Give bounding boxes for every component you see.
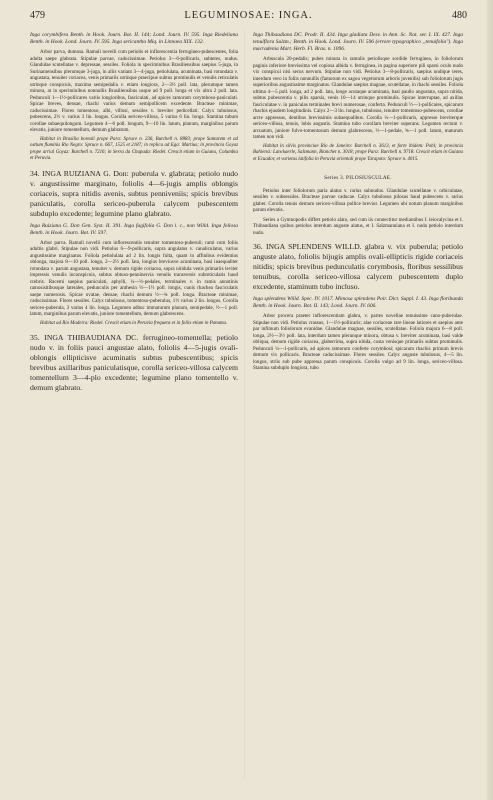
page-number-right: 480: [452, 10, 467, 21]
page-edge: [487, 0, 493, 800]
habitat-note: Habitat in silvis provinciae Rio de Janeiro: Burchell n. 3613, et forte ibidem: Pohl; in provincia Bahiensi: Lanckaerle, Salzmann, Blanchet n. 3018; prope Para: Burchell n. 9718. Crescit etiam in Guiana et Ecuador, et varietas latifolia in Peruvia orientali prope Tarapoto: Spruce n. 4015.: [253, 143, 463, 162]
description-paragraph: Arbuscula 20-pedalis; pubes minuta in ramulis petiolisque sordide ferruginea, in foliolorum paginis inferiore brevissima vel copiosa albida v. ferruginea, in pagina superiore pili sparsi oculo nudo vix conspicui nisi secus nervum. Stipulae non vidi. Petiolus 3—8-pollicaris, saepius undique teres, interdum vero in foliis nonnullis (famorum ex sagou vegetiorum arboris juvenilis) sub foliolorum jugis superioribus angustissime marginatus. Glandulae saepius magnae, scutellatae, in rhachi sessiles. Foliola ultima 4—5 poll. longa, ad 2 poll. lata, longe acutaque acuminata, basi paullo angustata, supra nitida, subtus pubescentia v. pilis sparsis, venis 10—14 utrinque prominulis. Spicae interruptae, ad axillas fasciculatae v. in paniculas terminales brevi numerosae, conferta. Pedunculi ½—1-pollicares, spicarum rhachis ejusdem longitudinis. Calyx 2—3 lin. longus, tubulosus, tenuiter tomentoso-pubescens, corollae arcte appressus, dentibus brevissimis subaequalibus. Corolla ¼—1-pollicaris, appresse breviterque sericeo-villosa, tenuis, lobis angustis. Stamina tubo corollam breviter superans. Legumen rectum v. arcuatum, juniore fulvo-tomentosum demum glabrescens, ½—1-pedale, ¾—1 poll. latum, maturum tamen non vidi.: [253, 56, 463, 141]
left-column: [30, 32, 238, 776]
habitat-note: Habitat in Brasilia boreali prope Para: Spruce n. 236, Burchell n. 8883; prope Santarem et ad ostium fluminis Rio Negro: Spruce n. 667, 1525 et 2187; in replica ad Ega: Martius; in provincia Goyaz prope arrial Goyaz: Burchell n. 7216; in Serra da Chapada: Riedel. Crescit etiam in Guiana, Columbia et Peruvia.: [30, 136, 238, 162]
series-description: Petiolus inter foliolorum paria alatus v. rarius subnudus. Glandulae scutellatae v. orbiculatae, sessiles v. subsessiles. Bracteae parvae caducae. Calyx tubulosus pilosus haud pubescens v. rarius glaber. Corolla tenuis demum sericeo-villosa pollice brevior. Legumen ubi notum planum marginibus parum elevatis.: [253, 187, 463, 214]
description-paragraph: Arbor parva. Ramuli novelli cum inflorescentiis tenuiter tomentoso-puberuli; rami cum foliis adultis glabri. Stipulae non vidi. Petiolus 6—9-pollicaris, supra angulatus v. canaliculatus, varius angustissime marginatus. Foliola petiolulata ad 2 lin. longis fulta, quam in affinibus evidentius oblonga, majora 8—10 poll. longa, 2—2½ poll. lata, longius breviusve acuminata, basi inaequaliter rotundata v. parum angustata, tenuiter v. demum rigide coriacea, supra nitidula venis primariis leviter impressis venulis inconspicuis, subtus obtuso-penninervia venulis transversis subreticulatis haud crebris. Racemi saepius paniculati, aphylli, ¼—½-pedales, terminales v. in ramis annotinis ramosisitibusque laterales, pedunculis per anthesin ½—1½ poll. longis, cunis rhachea fasciculatis saepe numerosis. Spicae ovatae, densae, rhachi demum ½—¾ poll. longa. Bracteae minimae, caducissimae. Flores sessiles. Calyx tubulosus, tomentoso-puberulus, 1½ varius 2 lin. longus. Corolla sericeo-puberula, 3 varius 4 lin. longa. Legumen adhuc immaturum planum, semipedale, ½—1 poll. latum, marginibus parum elevatis, juniore tomentellum, demum glabrescens.: [30, 239, 238, 318]
habitat-note: Habitat ad Rio Madeira: Riedel. Crescit etiam in Peruvia frequens et in foliis etiam in Panama.: [40, 320, 228, 326]
column-gutter: [244, 30, 245, 780]
page-header: [30, 10, 467, 24]
synonymy-block: Inga Thibaudiana DC. Prodr. II. 434. Inga gladiata Desv. in Ann. Sc. Nat. ser. I. IX. 427. Inga tenuiflora Sulzm.; Benth. in Hook. Lond. Journ. IV. 596 (errore typographico „tenuifolia"). Inga macradenia Mart. Herb. Fl. Bras. n. 1096.: [253, 32, 463, 53]
species-heading: 36. INGA SPLENDENS WILLD. glabra v. vix puberula; petiolo anguste alato, foliolis bijugis amplis ovali-ellipticis rigide coriaceis nitidis; spicis brevibus pedunculatis corymbosis, floribus sessilibus tenuibus, corolla sericeo-villosa calycem pubescentem duplo excedente, staminum tubo incluso.: [253, 242, 463, 292]
right-column: [253, 32, 463, 776]
description-paragraph: Arbor parva, dumosa. Ramuli novelli cum petiolis et inflorescentia ferrugineo-pubescentes, folia adulta saepe glabrata. Stipulae parvae, caducissimae. Petiolus 3—6-pollicaris, subteres, nudus. Glandulae scutellatae v. depressae, sessiles. Foliola in speciminibus Brasiliensibus saepius 5-juga, in Surinamensibus plerumque 3-juga, in aliis variant 3—4-juga, petiolulata, acuminata, basi rotundata v. angustata, tenuiter coriacea, venis primariis utrinque praecipue subtus prominulis et venulis reticulatis utrinque conspicuis, maxima semipedalia v. etiam longiora, 2—3½ poll. lata, plerumque tamen minora, at in speciminibus nonnullis Brasiliensibus usque ad 9 poll. longa et vix ultra 2 poll. lata. Pedunculi 1—1½-pollicares variis longioribus, fasciculati, ad apices ramorum corymboso-paniculati. Spicae breves, densae, rhachi varius demum semipollicem excedente. Bracteae minimae, caducissimae. Flores tomentoso, albi, villosi, sessiles v. breviter pedicellati. Calyx tubulosus, pubescens, 2½ v. varius 3 lin. longus. Corolla sericeo-villosa, 5 varius 6 lin. longa. Stamina tubum corollae subaequilongum. Legumen 4—6 poll. longum, 9—10 lin. latum, planum, marginibus parum elevatis, juniore tomentellum, demum glabratum.: [30, 49, 238, 134]
series-heading: Series 3. PILOSIUSCULAE.: [324, 175, 392, 182]
running-title: LEGUMINOSAE: INGA.: [184, 10, 313, 21]
page-number-left: 479: [30, 10, 45, 21]
synonymy-block: Inga Ruiziana G. Don Gen. Syst. II. 391. Inga fagifolia G. Don l. c., non Willd. Inga foliosa Benth. in Hook. Journ. Bot. IV. 597.: [30, 222, 238, 236]
series-description: Series a Gymnopodis differt petiolo alato, sed cum iis connectitur mediantibus I. leiocalycina et I. Thibaudiana quibus petiolus interdum anguste alatus, et I. Salzmanniana et I. nuda petiolo interdum nudo.: [253, 216, 463, 236]
species-heading: 34. INGA RUIZIANA G. Don: puberula v. glabrata; petiolo nudo v. angustissime marginato, foliolis 4—6-jugis amplis oblongis coriaceis, supra nitidis avenis, subtus penniveniis; spicis brevibus paniculatis, corolla sericeo-puberula calycem pubescentem subduplo excedente; legumine plano glabrato.: [30, 168, 238, 218]
synonymy-block: Inga corymbifera Benth. in Hook. Journ. Bot. II. 144; Lond. Journ. IV. 595. Inga Riedeliana Benth. in Hook. Lond. Journ. IV. 595. Inga sericantha Miq. in Linnaea XIX. 132.: [30, 32, 238, 46]
description-paragraph: Arbor procera praeter inflorescentiam glabra, v. partes novellae tenuissime cano-puberulae. Stipulae non vidi. Petiolus crassus, 1—1½-pollicaris; alae coriaceae rare lineae latiores et saepius ante par infimum foliolorum evanidae. Glandulae magnae, sessiles, scutellatae. Foliola majora 6—8 poll. longa, 2½—3½ poll. lata, interdum tamen plerunque minora, obtusa v. breviter acuminata, basi valde obliqua, demum rigide coriacea, glaberrima, supra nitida, costa venisque primariis subtus prominulis. Pedunculi ¼—1-pollicaris, ad apices ramorum conferte corymbosi; spicarum rhachis primum brevis demum vix pollicaris. Bracteae caducissimae. Flores sessiles. Calyx anguste tubulosus, 4—5 lin. longus, striis sub pube appressa parum conspicuis. Corolla vulgo ad 9 lin. longa, sericeo-villosa. Stamina subduplo longiora, tubo: [253, 313, 463, 372]
species-heading: 35. INGA THIBAUDIANA DC. ferrugineo-tomentella; petiolo nudo v. in foliis pauci angustae alato, foliolis 4—5-jugis ovali-oblongis ellipticisve acuminatis subtus pubescentibus; spicis brevibus axillaribus paniculatisque, corolla sericeo-villosa calycem tomentellum 3—4-plo excedente; legumine plano tomentello v. demum glabrato.: [30, 333, 238, 393]
synonymy-block: Inga splendens Willd. Spec. IV. 1017. Mimosa splendens Poir. Dict. Suppl. I. 43. Inga floribunda Benth. in Hook. Journ. Bot. II. 143; Lond. Journ. IV. 606.: [253, 296, 463, 310]
